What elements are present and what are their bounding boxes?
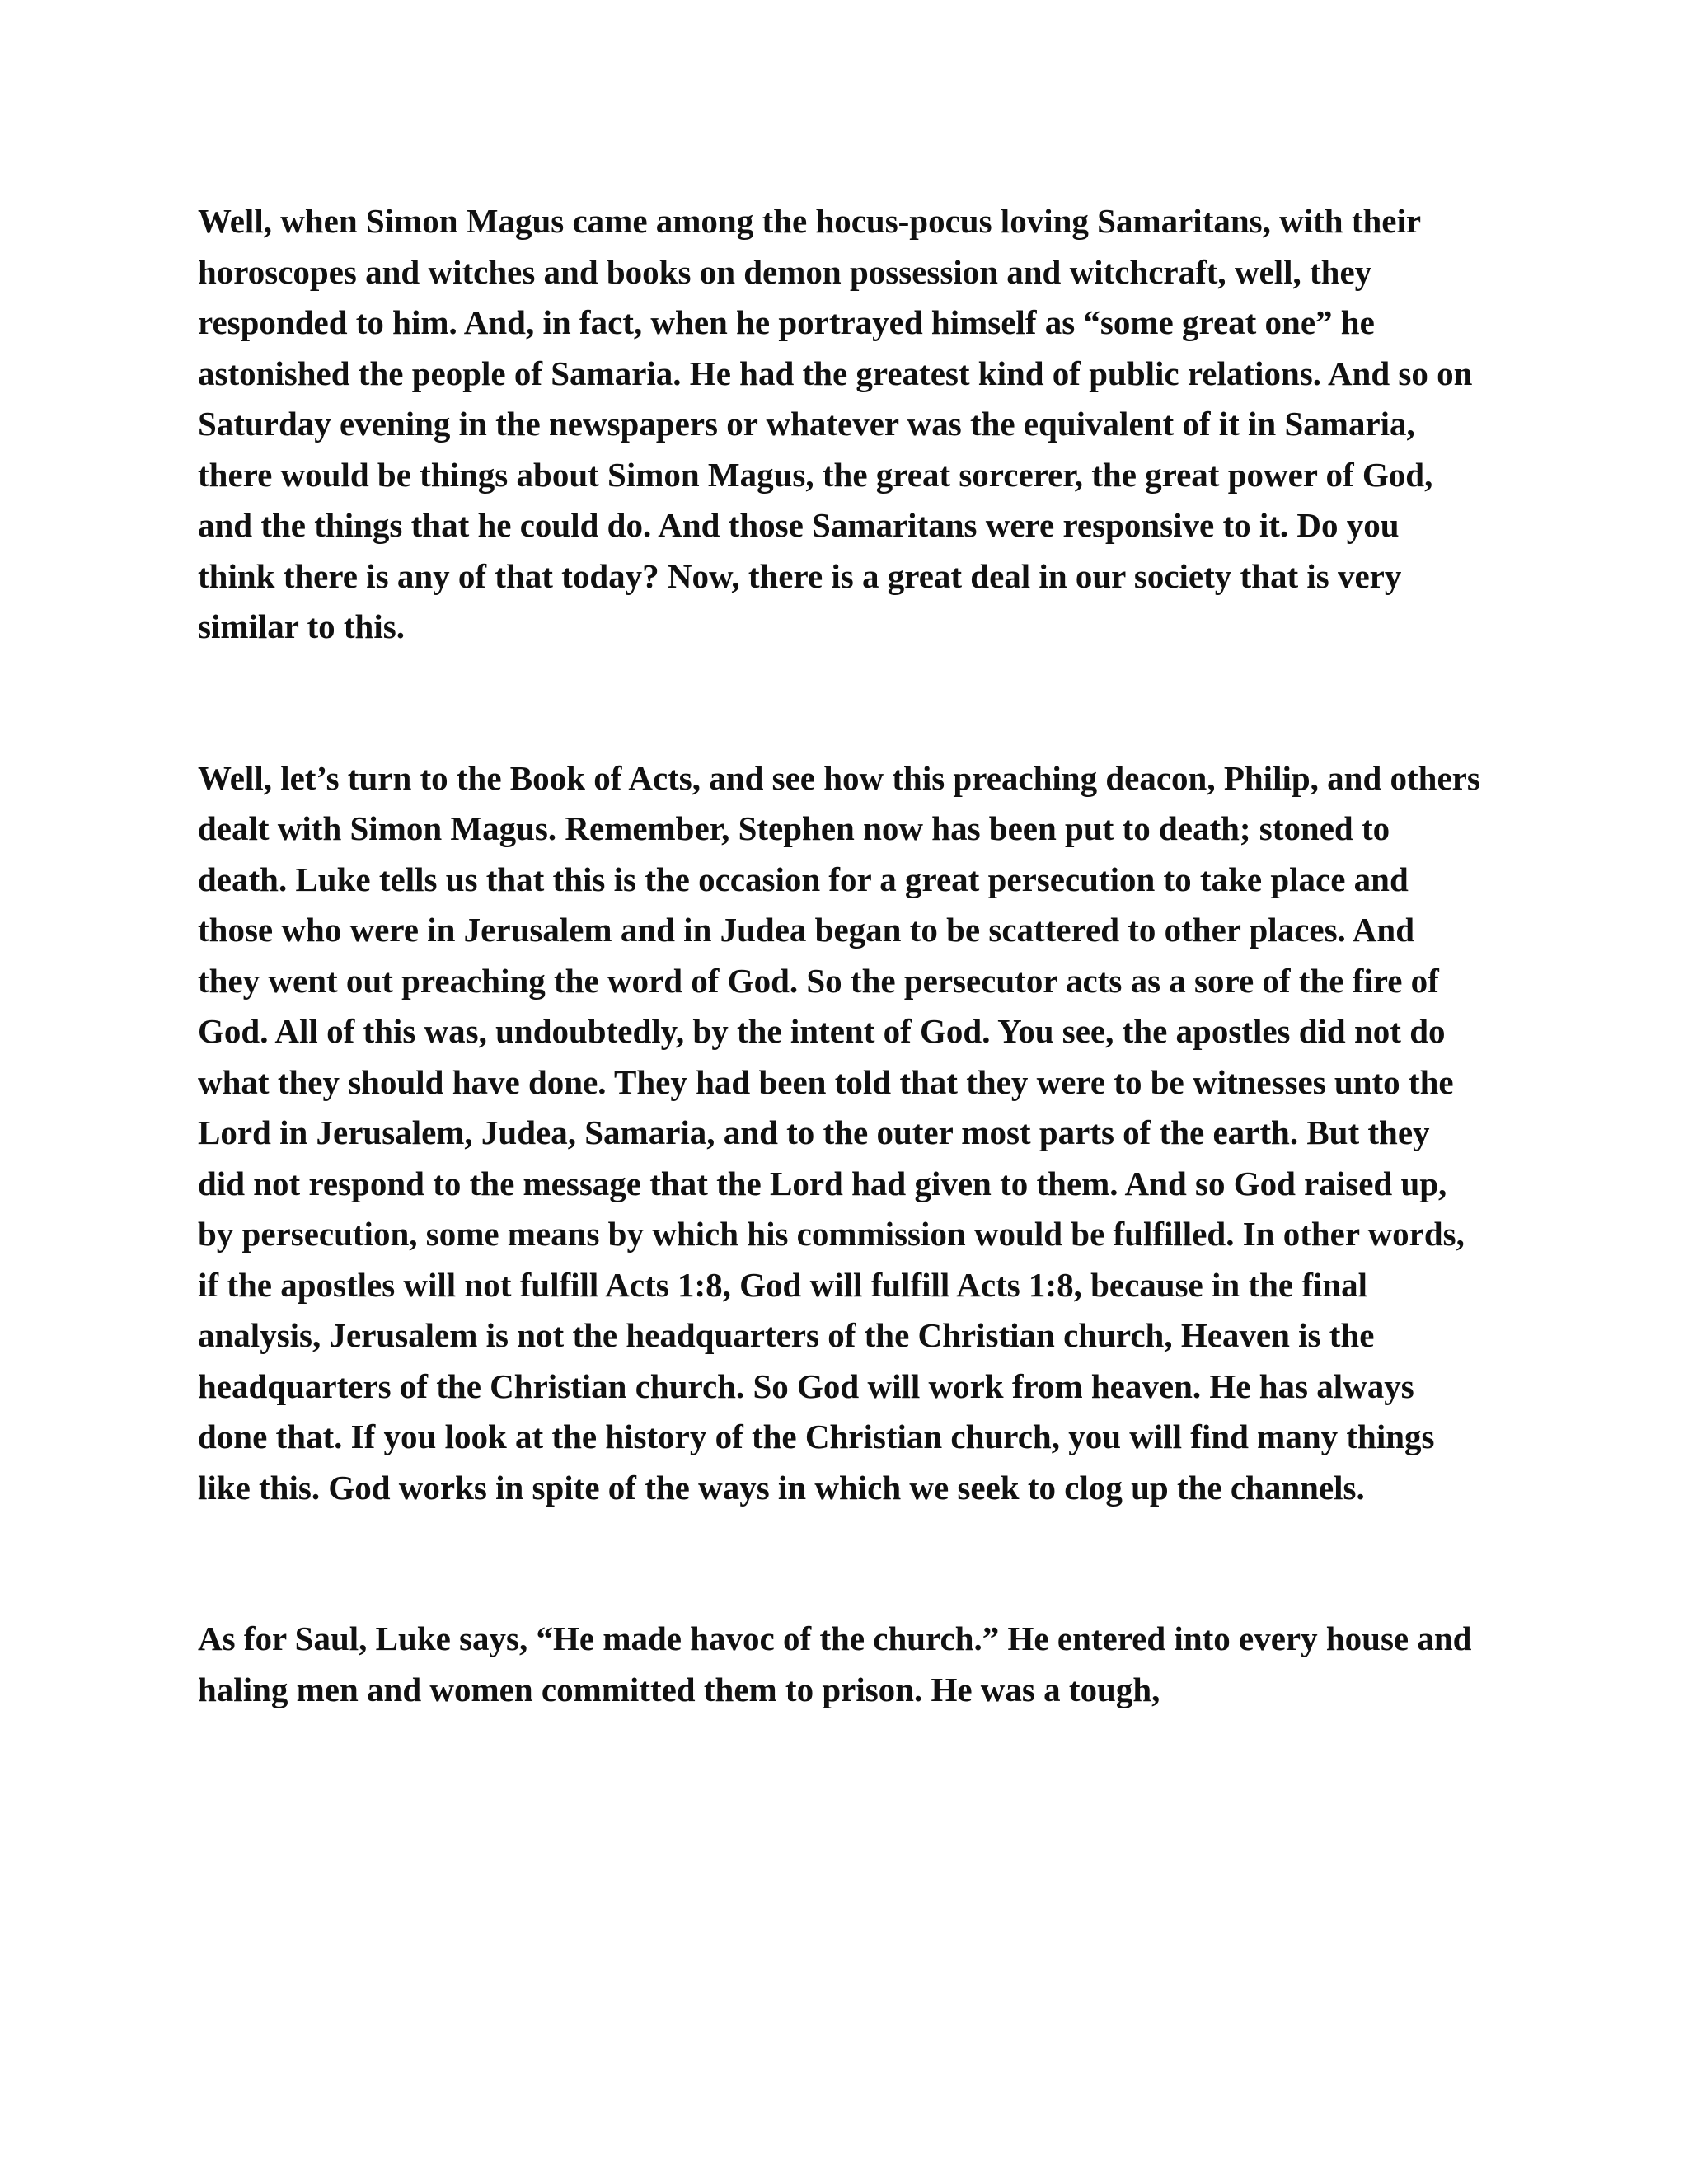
paragraph-simon-magus-samaritans: Well, when Simon Magus came among the hocus-pocus loving Samaritans, with their horoscopes and witches and books on demon possession and witchcraft, well, they responded to him. And, in fact, when he portrayed himself as “some great one” he astonished the people of Samaria. He had the greatest kind of public relations. And so on Saturday evening in the newspapers or whatever was the equivalent of it in Samaria, there would be things about Simon Magus, the great sorcerer, the great power of God, and the things that he could do. And those Samaritans were responsive to it. Do you think there is any of that today? Now, there is a great deal in our society that is very similar to this. [198, 202, 1473, 645]
document-body [198, 196, 1484, 1715]
paragraph-saul-havoc: As for Saul, Luke says, “He made havoc of the church.” He entered into every house and haling men and women committed them to prison. He was a tough, [198, 1619, 1472, 1708]
paragraph-book-of-acts-philip: Well, let’s turn to the Book of Acts, and see how this preaching deacon, Philip, and others dealt with Simon Magus. Remember, Stephen now has been put to death; stoned to death. Luke tells us that this is the occasion for a great persecution to take place and those who were in Jerusalem and in Judea began to be scattered to other places. And they went out preaching the word of God. So the persecutor acts as a sore of the fire of God. All of this was, undoubtedly, by the intent of God. You see, the apostles did not do what they should have done. They had been told that they were to be witnesses unto the Lord in Jerusalem, Judea, Samaria, and to the outer most parts of the earth. But they did not respond to the message that the Lord had given to them. And so God raised up, by persecution, some means by which his commission would be fulfilled. In other words, if the apostles will not fulfill Acts 1:8, God will fulfill Acts 1:8, because in the final analysis, Jerusalem is not the headquarters of the Christian church, Heaven is the headquarters of the Christian church. So God will work from heaven. He has always done that. If you look at the history of the Christian church, you will find many things like this. God works in spite of the ways in which we seek to clog up the channels. [198, 758, 1480, 1507]
